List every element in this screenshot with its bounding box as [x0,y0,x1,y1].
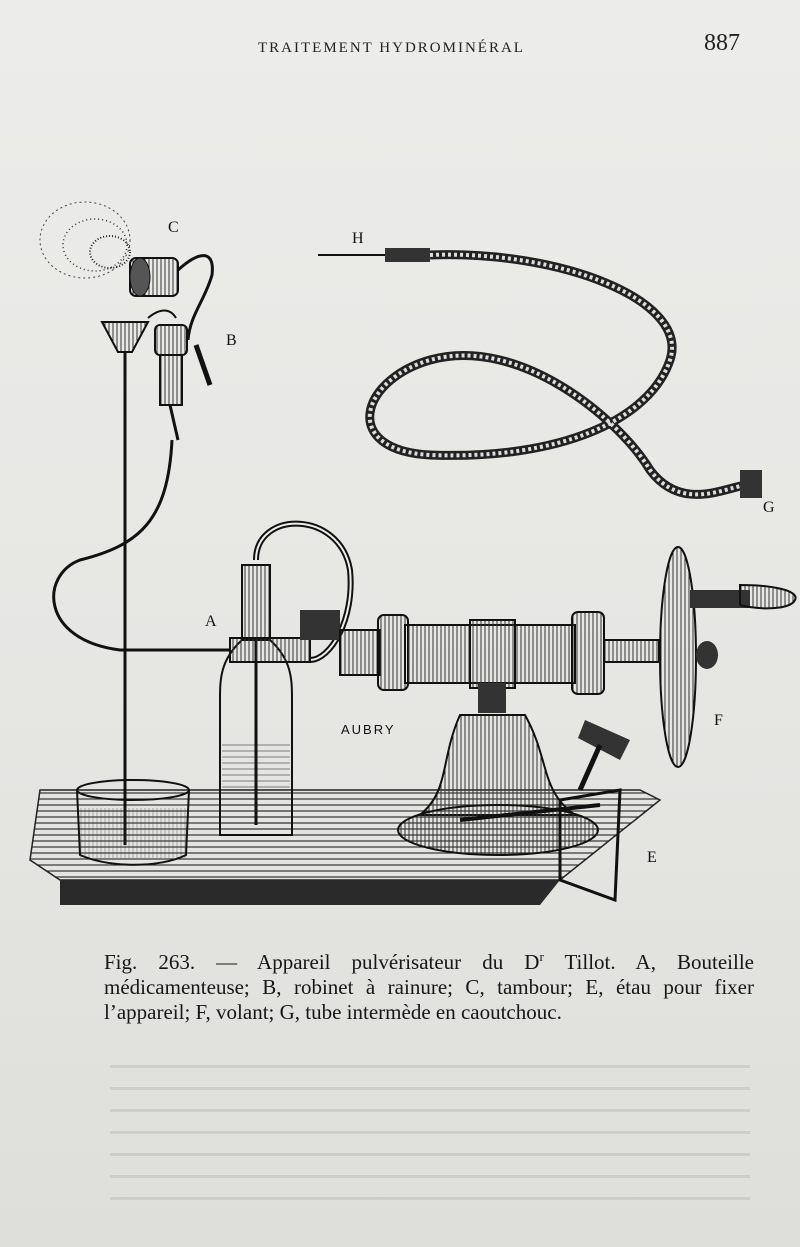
handwheel-volant [660,547,796,767]
show-through-texture [110,1065,750,1205]
page-number: 887 [704,30,740,56]
maker-mark: AUBRY [341,722,396,737]
rubber-tube [318,248,762,498]
pump-cylinder [230,610,659,694]
running-head: TRAITEMENT HYDROMINÉRAL [258,40,525,56]
medicine-bottle [220,524,351,835]
spray-cloud [40,202,130,278]
caption-body: A, Bouteille médicamenteuse; B, robinet à rainure; C, tambour; E, étau pour fixer l’appareil; F, volant; G, tube intermède en caoutchouc. [104,950,755,1024]
figure-caption [104,950,754,1025]
caption-title-sup: r [539,949,544,964]
tap-robinet [54,325,230,650]
label-g: G [763,499,775,516]
label-e: E [647,849,657,866]
label-a: A [205,613,217,630]
label-b: B [226,332,237,349]
caption-fig-number: Fig. 263. [104,950,196,974]
label-c: C [168,219,179,236]
label-f: F [714,712,723,729]
caption-title-suffix: Tillot. [543,950,616,974]
caption-title-prefix: — Appareil pulvérisateur du D [195,950,540,974]
label-h: H [352,230,364,247]
pedestal [398,683,598,855]
